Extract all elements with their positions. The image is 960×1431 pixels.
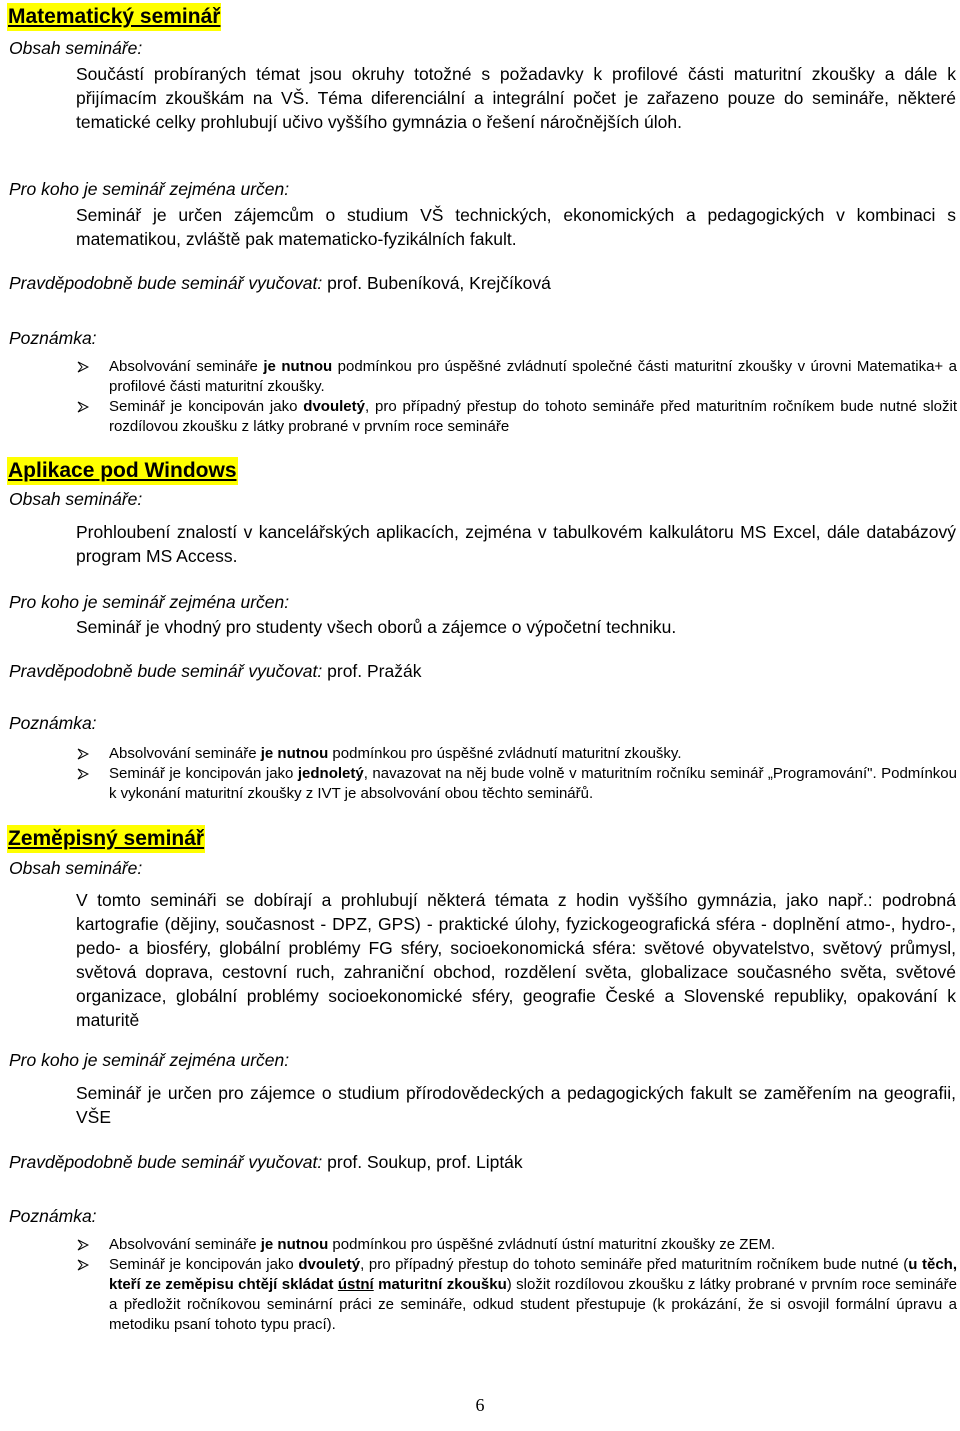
arrow-bullet-icon bbox=[77, 401, 89, 413]
list-item bbox=[75, 357, 957, 397]
bullet-text: , pro případný přestup do tohoto semináře před maturitním ročníkem bude nutné složit rozdílovou zkoušku z látky probrané v prvním roce semináře bbox=[109, 398, 958, 435]
bullet-bold: je nutnou bbox=[260, 1236, 329, 1253]
bullet-bold-underlined: ústní bbox=[337, 1276, 374, 1293]
vyucovat-value: prof. Soukup, prof. Lipták bbox=[322, 1152, 523, 1172]
bullet-text: podmínkou pro úspěšné zvládnutí maturitní zkoušky. bbox=[328, 745, 682, 762]
pro-koho-text: Seminář je vhodný pro studenty všech oborů a zájemce o výpočetní techniku. bbox=[76, 617, 677, 637]
bullet-bold: u těch, kteří ze zeměpisu chtějí skládat bbox=[109, 1256, 957, 1293]
poznamka-label: Poznámka: bbox=[9, 1206, 97, 1226]
section-title-aplikace: Aplikace pod Windows bbox=[7, 457, 238, 485]
poznamka-label: Poznámka: bbox=[9, 713, 97, 733]
arrow-bullet-icon bbox=[77, 1259, 89, 1271]
poznamka-label: Poznámka: bbox=[9, 328, 97, 348]
vyucovat-line bbox=[9, 660, 421, 682]
pro-koho-label: Pro koho je seminář zejména určen: bbox=[9, 179, 290, 199]
bullet-bold: je nutnou bbox=[260, 745, 329, 762]
bullet-bold: dvouletý bbox=[298, 1256, 361, 1273]
bullet-text: podmínkou pro úspěšné zvládnutí ústní maturitní zkoušky ze ZEM. bbox=[328, 1236, 776, 1253]
arrow-bullet-icon bbox=[77, 361, 89, 373]
section-title-zemepisny: Zeměpisný seminář bbox=[7, 825, 205, 853]
pro-koho-label: Pro koho je seminář zejména určen: bbox=[9, 592, 290, 612]
vyucovat-label: Pravděpodobně bude seminář vyučovat: bbox=[9, 1152, 323, 1172]
bullet-bold: dvouletý bbox=[303, 398, 365, 415]
poznamka-list bbox=[75, 744, 957, 804]
obsah-label: Obsah semináře: bbox=[9, 489, 143, 509]
arrow-bullet-icon bbox=[77, 748, 89, 760]
bullet-bold: jednoletý bbox=[297, 765, 364, 782]
obsah-label: Obsah semináře: bbox=[9, 858, 143, 878]
obsah-text: Součástí probíraných témat jsou okruhy totožné s požadavky k profilové části maturitní zkoušky a dále k přijímacím zkouškám na VŠ. Téma diferenciální a integrální počet je zařazeno pouze do semináře, některé tematické celky prohlubují učivo vyššího gymnázia o řešení náročnějších úloh. bbox=[76, 64, 956, 132]
vyucovat-label: Pravděpodobně bude seminář vyučovat: bbox=[9, 661, 323, 681]
obsah-text: Prohloubení znalostí v kancelářských aplikacích, zejména v tabulkovém kalkulátoru MS Excel, dále databázový program MS Access. bbox=[76, 522, 956, 566]
list-item bbox=[75, 397, 957, 437]
list-item bbox=[75, 1255, 957, 1335]
arrow-bullet-icon bbox=[77, 1239, 89, 1251]
bullet-text: podmínkou pro úspěšné zvládnutí společné části maturitní zkoušky v úrovni Matematika+ a profilové části maturitní zkoušky. bbox=[109, 358, 957, 395]
bullet-text: Absolvování semináře bbox=[109, 358, 264, 375]
vyucovat-line bbox=[9, 1151, 523, 1173]
bullet-text: Absolvování semináře bbox=[109, 745, 261, 762]
bullet-text: , pro případný přestup do tohoto semináře před maturitním ročníkem bude nutné ( bbox=[360, 1256, 909, 1273]
bullet-text: Seminář je koncipován jako bbox=[109, 398, 304, 415]
list-item bbox=[75, 744, 957, 764]
vyucovat-line bbox=[9, 272, 551, 294]
bullet-text: ) složit rozdílovou zkoušku z látky probrané v prvním roce semináře a předložit ročníkovou seminární práci ze semináře, odkud student přestupuje (k prokázání, že si osvojil formální úpravu a metodiku psaní tohoto typu prací). bbox=[109, 1276, 957, 1333]
section-title-matematicky: Matematický seminář bbox=[7, 3, 221, 31]
arrow-bullet-icon bbox=[77, 768, 89, 780]
list-item bbox=[75, 1235, 957, 1255]
poznamka-list bbox=[75, 357, 957, 437]
bullet-text: Seminář je koncipován jako bbox=[109, 1256, 299, 1273]
pro-koho-text: Seminář je určen pro zájemce o studium přírodovědeckých a pedagogických fakult se zaměřením na geografii, VŠE bbox=[76, 1083, 956, 1127]
vyucovat-value: prof. Pražák bbox=[322, 661, 422, 681]
poznamka-list bbox=[75, 1235, 957, 1335]
bullet-text: Seminář je koncipován jako bbox=[109, 765, 298, 782]
vyucovat-value: prof. Bubeníková, Krejčíková bbox=[322, 273, 551, 293]
bullet-text: Absolvování semináře bbox=[109, 1236, 261, 1253]
page-number: 6 bbox=[475, 1395, 485, 1415]
obsah-label: Obsah semináře: bbox=[9, 38, 143, 58]
bullet-bold: je nutnou bbox=[263, 358, 333, 375]
bullet-text: , navazovat na něj bude volně v maturitním ročníku seminář „Programování". Podmínkou k vykonání maturitní zkoušky z IVT je absolvování obou těchto seminářů. bbox=[109, 765, 957, 802]
vyucovat-label: Pravděpodobně bude seminář vyučovat: bbox=[9, 273, 323, 293]
pro-koho-label: Pro koho je seminář zejména určen: bbox=[9, 1050, 290, 1070]
pro-koho-text: Seminář je určen zájemcům o studium VŠ technických, ekonomických a pedagogických v kombinaci s matematikou, zvláště pak matematicko-fyzikálních fakult. bbox=[76, 205, 956, 249]
bullet-bold: maturitní zkoušku bbox=[373, 1276, 507, 1293]
obsah-text: V tomto semináři se dobírají a prohlubují některá témata z hodin vyššího gymnázia, jako např.: podrobná kartografie (dějiny, současnost - DPZ, GPS) - praktické úlohy, fyzickogeografická sféra - doplnění atmo-, hydro-, pedo- a biosféry, globální problémy FG sféry, socioekonomická sféra: světové obyvatelstvo, světový průmysl, světová doprava, cestovní ruch, zahraniční obchod, rozdělení světa, globalizace současného světa, světové organizace, globální problémy socioekonomické sféry, geografie České a Slovenské republiky, opakování k maturitě bbox=[76, 890, 956, 1030]
list-item bbox=[75, 764, 957, 804]
